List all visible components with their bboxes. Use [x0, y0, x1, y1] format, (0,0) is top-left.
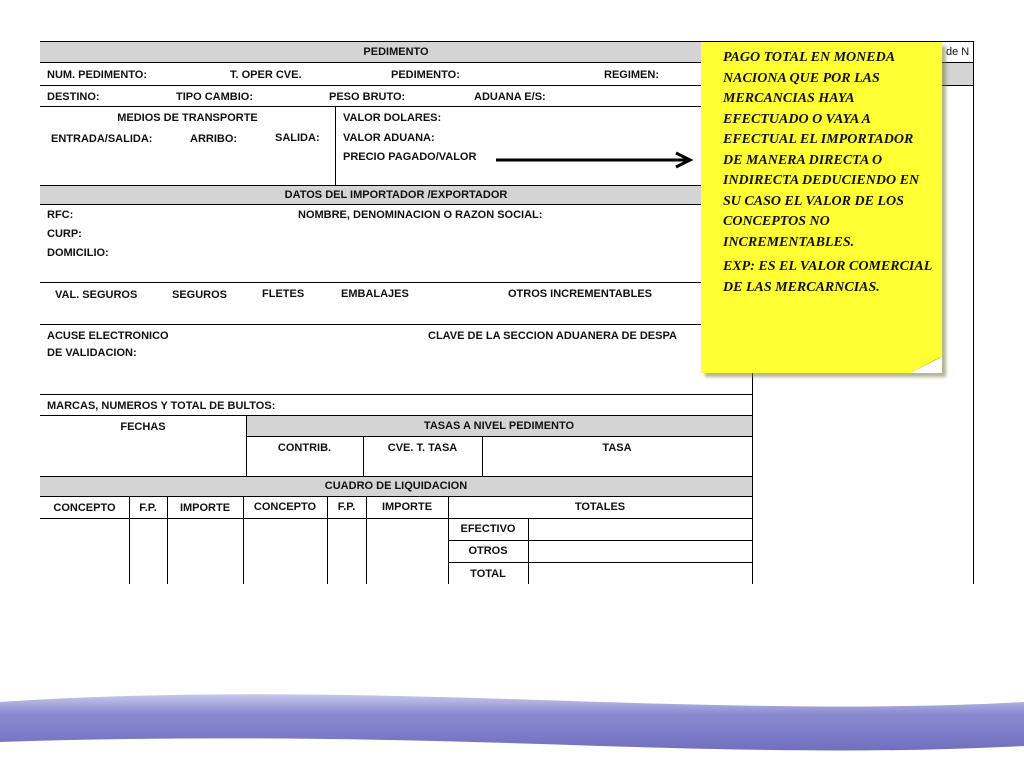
arribo-label: ARRIBO:: [190, 133, 238, 145]
fletes-label: FLETES: [262, 288, 305, 300]
note-paragraph-1: PAGO TOTAL EN MONEDA NACIONA QUE POR LAS MERCANCIAS HAYA EFECTUADO O VAYA A EFECTUAL EL IMPORTADOR DE MANERA DIRECTA O INDIRECTA DEDUCIENDO EN SU CASO EL VALOR DE LOS CONCEPTOS NO INCREMENTABLES.: [723, 50, 920, 250]
valor-aduana-label: VALOR ADUANA:: [343, 132, 435, 144]
liquidacion-title: CUADRO DE LIQUIDACION: [324, 480, 468, 492]
validacion-label: DE VALIDACION:: [47, 347, 137, 359]
marcas-label: MARCAS, NUMEROS Y TOTAL DE BULTOS:: [47, 400, 276, 412]
importador-title: DATOS DEL IMPORTADOR /EXPORTADOR: [284, 189, 508, 201]
val-seguros-label: VAL. SEGUROS: [55, 289, 138, 301]
salida-label: SALIDA:: [275, 132, 320, 144]
contrib-label: CONTRIB.: [277, 442, 332, 454]
concepto-header-1: CONCEPTO: [53, 502, 116, 514]
curp-label: CURP:: [47, 228, 82, 240]
fp-header-2: F.P.: [337, 501, 356, 513]
importe-header-1: IMPORTE: [179, 502, 231, 514]
total-label: TOTAL: [470, 568, 506, 580]
tipo-cambio-label: TIPO CAMBIO:: [176, 91, 253, 103]
right-fragment-text: de N: [946, 46, 970, 58]
otros-incrementables-label: OTROS INCREMENTABLES: [508, 288, 653, 300]
nombre-label: NOMBRE, DENOMINACION O RAZON SOCIAL:: [298, 209, 543, 221]
clave-seccion-label: CLAVE DE LA SECCION ADUANERA DE DESPA: [428, 330, 677, 342]
pedimento-label: PEDIMENTO:: [391, 69, 460, 81]
otros-label: OTROS: [468, 545, 508, 557]
regimen-label: REGIMEN:: [604, 69, 659, 81]
seguros-label: SEGUROS: [172, 289, 228, 301]
efectivo-label: EFECTIVO: [460, 523, 516, 535]
transporte-title: MEDIOS DE TRANSPORTE: [117, 112, 258, 124]
form-title: PEDIMENTO: [363, 46, 429, 58]
tasa-label: TASA: [602, 442, 632, 454]
totales-header: TOTALES: [574, 501, 626, 513]
destino-label: DESTINO:: [47, 91, 100, 103]
num-pedimento-label: NUM. PEDIMENTO:: [47, 69, 148, 81]
rfc-label: RFC:: [47, 209, 74, 221]
importe-header-2: IMPORTE: [381, 501, 433, 513]
entrada-salida-label: ENTRADA/SALIDA:: [51, 133, 153, 145]
arrow-icon: [494, 150, 700, 170]
aduana-label: ADUANA E/S:: [474, 91, 546, 103]
fechas-label: FECHAS: [120, 421, 166, 433]
cve-t-tasa-label: CVE. T. TASA: [387, 442, 458, 454]
footer-wave-decoration: [0, 680, 1024, 768]
peso-bruto-label: PESO BRUTO:: [329, 91, 406, 103]
embalajes-label: EMBALAJES: [341, 288, 409, 300]
precio-pagado-label: PRECIO PAGADO/VALOR: [343, 151, 477, 163]
concepto-header-2: CONCEPTO: [253, 501, 317, 513]
domicilio-label: DOMICILIO:: [47, 247, 109, 259]
note-paragraph-2: EXP: ES EL VALOR COMERCIAL DE LAS MERCARNCIAS.: [723, 259, 932, 295]
fp-header-1: F.P.: [139, 502, 157, 514]
tasas-title: TASAS A NIVEL PEDIMENTO: [423, 420, 575, 432]
valor-dolares-label: VALOR DOLARES:: [343, 112, 442, 124]
acuse-label: ACUSE ELECTRONICO: [47, 330, 169, 342]
t-oper-cve-label: T. OPER CVE.: [230, 69, 302, 81]
note-folded-corner-icon: [910, 357, 942, 373]
sticky-note-callout: [701, 42, 942, 373]
